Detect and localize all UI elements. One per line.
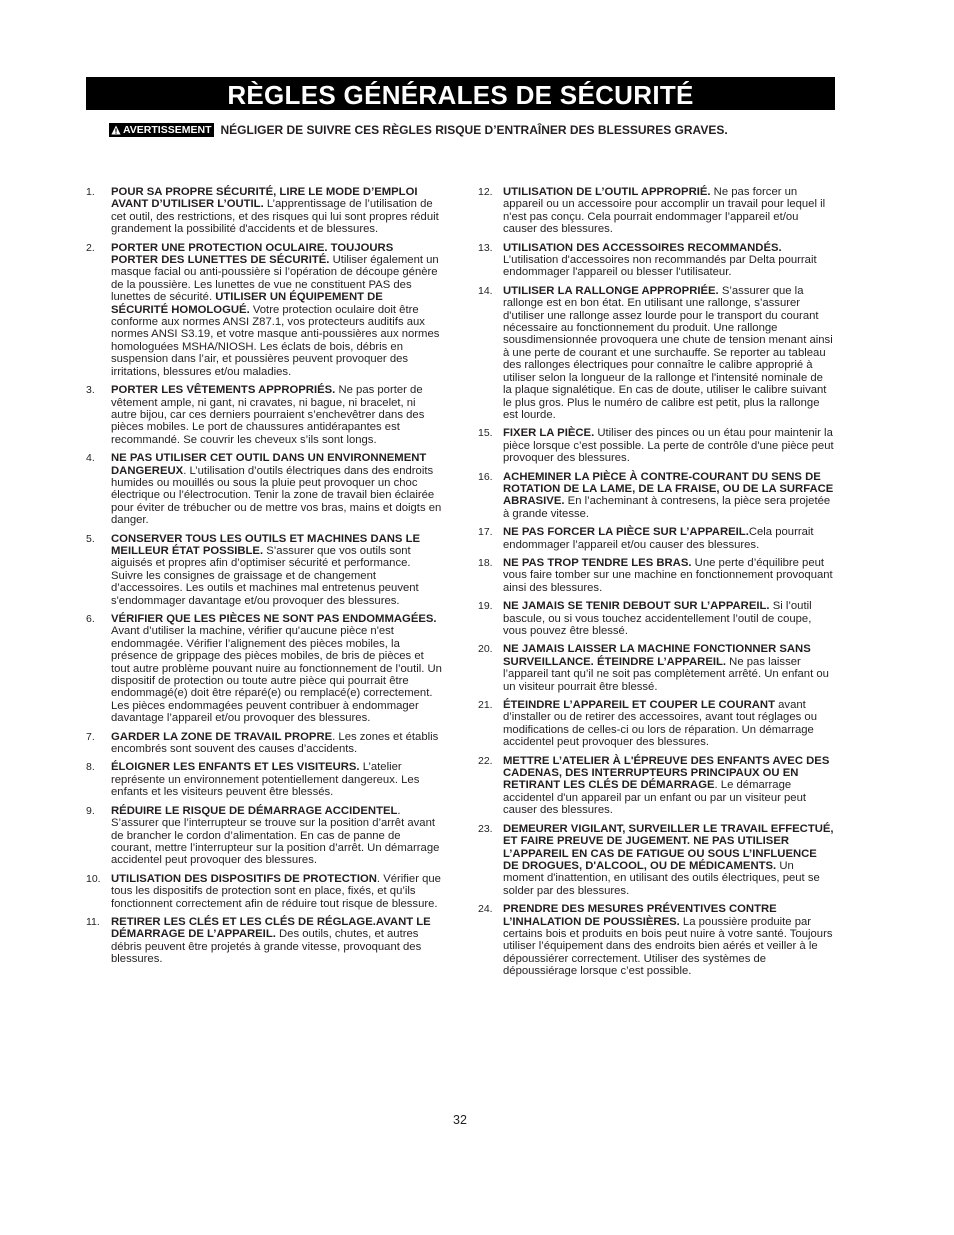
rule-number: 10. bbox=[86, 872, 101, 885]
rule-text bbox=[111, 916, 442, 966]
rule-text bbox=[111, 613, 442, 725]
rule-heading: ÉTEINDRE L’APPAREIL ET COUPER LE COURANT bbox=[503, 699, 775, 712]
rule-number: 7. bbox=[86, 730, 95, 743]
safety-rule-item bbox=[86, 452, 442, 526]
rule-body: La poussière produite par certains bois et produits en bois peut nuire à votre santé. Toujours utiliser l’équipement dans des endroits bien aérés et veiller à le dépoussiérer correctement. Utiliser des systèmes de dépoussiérage lorsque c’est possible. bbox=[503, 915, 833, 978]
rule-number: 16. bbox=[478, 470, 493, 483]
rule-number: 18. bbox=[478, 556, 493, 569]
safety-rule-item bbox=[478, 557, 834, 594]
safety-rule-item bbox=[478, 526, 834, 551]
safety-rule-item bbox=[478, 186, 834, 236]
rule-body: L’atelier représente un environnement potentiellement dangereux. Les enfants et les visiteurs peuvent être blessés. bbox=[111, 761, 420, 799]
safety-rule-item bbox=[478, 427, 834, 464]
rule-body: . Le démarrage accidentel d'un appareil par un enfant ou par un visiteur peut causer des blessures. bbox=[503, 779, 806, 817]
rule-heading: PRENDRE DES MESURES PRÉVENTIVES CONTRE L’INHALATION DE POUSSIÈRES. bbox=[503, 903, 777, 928]
rule-text bbox=[503, 526, 834, 551]
left-column bbox=[86, 186, 442, 972]
rule-body: En l’acheminant à contresens, la pièce sera projetée à grande vitesse. bbox=[503, 495, 831, 520]
rule-number: 1. bbox=[86, 186, 95, 198]
rule-text bbox=[111, 384, 442, 446]
rule-text bbox=[503, 186, 834, 236]
rule-heading: RÉDUIRE LE RISQUE DE DÉMARRAGE ACCIDENTEL bbox=[111, 804, 398, 817]
rule-body: Votre protection oculaire doit être conforme aux normes ANSI Z87.1, vos protecteurs auditifs aux normes ANSI S3.19, et votre masque anti-poussières aux normes homologuées MSHA/NIOSH. Les éclats de bois, débris en suspension dans l’air, et poussières peuvent provoquer des irritations, blessures et/ou maladies. bbox=[111, 303, 440, 378]
rule-body: Ne pas porter de vêtement ample, ni gant, ni cravates, ni bague, ni bracelet, ni autre bijou, car ces derniers pourraient s’enchevêtrer dans des pièces mobiles. Le port de chaussures antidérapantes est recommandé. Se couvrir les cheveux s’ils sont longs. bbox=[111, 384, 425, 446]
rule-body: . S’assurer que l’interrupteur se trouve sur la position d’arrêt avant de brancher le cordon d’alimentation. En cas de panne de courant, mettre l’interrupteur sur la position d’arrêt. Un démarrage accidentel peut provoquer des blessures. bbox=[111, 804, 440, 867]
rule-heading: ACHEMINER LA PIÈCE À CONTRE-COURANT DU SENS DE ROTATION DE LA LAME, DE LA FRAISE, OU DE LA SURFACE ABRASIVE. bbox=[503, 470, 834, 508]
safety-rule-item bbox=[478, 755, 834, 817]
safety-rule-item bbox=[86, 242, 442, 378]
rule-heading: NE PAS UTILISER CET OUTIL DANS UN ENVIRONNEMENT DANGEREUX bbox=[111, 452, 427, 477]
rule-text bbox=[111, 761, 442, 798]
rule-heading: VÉRIFIER QUE LES PIÈCES NE SONT PAS ENDOMMAGÉES. bbox=[111, 613, 437, 625]
title-bar bbox=[86, 77, 835, 110]
rule-body: Ne pas laisser l’appareil tant qu’il ne soit pas complètement arrêté. Un enfant ou un visiteur pourrait être blessé. bbox=[503, 655, 829, 693]
rule-heading: NE PAS TROP TENDRE LES BRAS. bbox=[503, 556, 692, 569]
rule-text bbox=[111, 731, 442, 756]
rule-body: L’utilisation d'accessoires non recommandés par Delta pourrait endommager l'appareil ou blesser l'utilisateur. bbox=[503, 254, 817, 279]
rule-text bbox=[503, 427, 834, 464]
rule-heading: POUR SA PROPRE SÉCURITÉ, LIRE LE MODE D’EMPLOI AVANT D’UTILISER L’OUTIL. bbox=[111, 186, 418, 211]
rule-number: 12. bbox=[478, 186, 493, 198]
rule-number: 24. bbox=[478, 903, 493, 916]
rule-heading: ÉLOIGNER LES ENFANTS ET LES VISITEURS. bbox=[111, 761, 360, 774]
rule-heading: NE JAMAIS LAISSER LA MACHINE FONCTIONNER SANS SURVEILLANCE. ÉTEINDRE L’APPAREIL. bbox=[503, 643, 811, 668]
rule-heading: AVANT LE DÉMARRAGE DE L’APPAREIL. bbox=[111, 915, 431, 941]
rule-number: 21. bbox=[478, 699, 493, 712]
rule-text bbox=[111, 533, 442, 607]
safety-rule-item bbox=[86, 873, 442, 910]
safety-rule-item bbox=[478, 699, 834, 749]
rule-text bbox=[503, 755, 834, 817]
rule-number: 23. bbox=[478, 822, 493, 835]
page-number: 32 bbox=[453, 1113, 467, 1127]
rule-heading: CONSERVER TOUS LES OUTILS ET MACHINES DANS LE MEILLEUR ÉTAT POSSIBLE. bbox=[111, 532, 421, 557]
rule-text bbox=[111, 805, 442, 867]
safety-rule-item bbox=[86, 613, 442, 725]
rule-number: 15. bbox=[478, 427, 493, 440]
rule-number: 5. bbox=[86, 532, 95, 545]
rule-text bbox=[503, 242, 834, 279]
rule-text bbox=[503, 285, 834, 421]
rule-body: S’assurer que la rallonge est en bon état. En utilisant une rallonge, s’assurer d'utiliser une rallonge assez lourde pour le transport du courant nécessaire au fonctionnement du produit. Une rallonge sousdimensionnée provoquera une chute de tension menant ainsi à une perte de courant et une surchauffe. Se reporter au tableau des rallonges électriques pour connaître le calibre approprié à utiliser selon la longueur de la rallonge et l'intensité nominale de la plaque signalétique. En cas de doute, utiliser le calibre suivant le plus gros. Plus le numéro de calibre est petit, plus la rallonge est lourde. bbox=[503, 284, 833, 421]
warning-triangle-icon bbox=[111, 125, 121, 135]
warning-text: NÉGLIGER DE SUIVRE CES RÈGLES RISQUE D’ENTRAÎNER DES BLESSURES GRAVES. bbox=[220, 123, 728, 137]
rule-heading: NE PAS FORCER LA PIÈCE SUR L’APPAREIL. bbox=[503, 526, 749, 539]
rule-body: Ne pas forcer un appareil ou un accessoire pour accomplir un travail pour lequel il n'est pas conçu. Cela pourrait endommager l’appareil et/ou causer des blessures. bbox=[503, 186, 826, 236]
rule-number: 13. bbox=[478, 241, 493, 254]
rule-text bbox=[503, 600, 834, 637]
rule-heading: UTILISATION DES ACCESSOIRES RECOMMANDÉS. bbox=[503, 241, 782, 254]
rule-number: 17. bbox=[478, 526, 493, 539]
safety-rule-item bbox=[86, 761, 442, 798]
safety-rule-item bbox=[86, 384, 442, 446]
safety-rule-item bbox=[478, 643, 834, 693]
rule-heading: NE JAMAIS SE TENIR DEBOUT SUR L’APPAREIL. bbox=[503, 600, 770, 613]
rule-text bbox=[111, 873, 442, 910]
safety-rule-item bbox=[478, 823, 834, 897]
rule-body: Des outils, chutes, et autres débris peuvent être projetés à grande vitesse, provoquant des blessures. bbox=[111, 928, 422, 966]
rule-body: . L’utilisation d’outils électriques dans des endroits humides ou mouillés ou sous la pluie peut provoquer un choc électrique ou l’électrocution. Tenir la zone de travail bien éclairée pour éviter de trébucher ou de mettre vos bras, mains et doigts en danger. bbox=[111, 464, 442, 527]
rule-text bbox=[503, 823, 834, 897]
rule-number: 11. bbox=[86, 915, 100, 928]
rule-number: 2. bbox=[86, 241, 95, 254]
rule-body: Avant d’utiliser la machine, vérifier qu'aucune pièce n'est endommagée. Vérifier l’alignement des pièces mobiles, la présence de grippage des pièces mobiles, de bris de pièces et tout autre problème pouvant nuire au fonctionnement de l’outil. Un dispositif de protection ou toute autre pièce qui pourrait être endommagé(e) doit être réparé(e) ou remplacé(e) correctement. Les pièces endommagées peuvent contribuer à endommager davantage l’appareil et/ou provoquer des blessures. bbox=[111, 625, 442, 725]
safety-rule-item bbox=[478, 242, 834, 279]
rule-body: Utiliser des pinces ou un étau pour maintenir la pièce lorsque c’est possible. La perte de contrôle d'une pièce peut provoquer des blessures. bbox=[503, 427, 834, 465]
rule-heading: UTILISER LA RALLONGE APPROPRIÉE. bbox=[503, 284, 719, 297]
rule-number: 22. bbox=[478, 754, 493, 767]
page-title: RÈGLES GÉNÉRALES DE SÉCURITÉ bbox=[227, 80, 694, 110]
rule-heading: UTILISER UN ÉQUIPEMENT DE SÉCURITÉ HOMOLOGUÉ. bbox=[111, 291, 383, 316]
rule-heading: METTRE L’ATELIER À L'ÉPREUVE DES ENFANTS AVEC DES CADENAS, DES INTERRUPTEURS PRINCIPAUX OU EN RETIRANT LES CLÉS DE DÉMARRAGE bbox=[503, 754, 830, 792]
rule-heading: UTILISATION DE L’OUTIL APPROPRIÉ. bbox=[503, 186, 711, 198]
rule-heading: FIXER LA PIÈCE. bbox=[503, 427, 595, 440]
rule-heading: GARDER LA ZONE DE TRAVAIL PROPRE bbox=[111, 730, 333, 743]
safety-rule-item bbox=[478, 600, 834, 637]
warning-badge-label: AVERTISSEMENT bbox=[123, 124, 212, 136]
rule-heading: DEMEURER VIGILANT, SURVEILLER LE TRAVAIL EFFECTUÉ, ET FAIRE PREUVE DE JUGEMENT. NE PAS UTILISER L’APPAREIL EN CAS DE FATIGUE OU SOUS L’INFLUENCE DE DROGUES, D'ALCOOL, OU DE MÉDICAMENTS. bbox=[503, 822, 834, 872]
rule-body: avant d’installer ou de retirer des accessoires, avant tout réglages ou modifications de celles-ci ou lors de réparation. Un démarrage accidentel peut provoquer des blessures. bbox=[503, 699, 817, 749]
warning-banner bbox=[109, 120, 839, 140]
safety-rule-item bbox=[478, 285, 834, 421]
rule-text bbox=[111, 186, 442, 236]
rule-body: S’assurer que vos outils sont aiguisés et propres afin d’optimiser sécurité et performance. Suivre les consignes de graissage et de changement d’accessoires. Les outils et machines mal entretenus peuvent s'endommager davantage et/ou provoquer des blessures. bbox=[111, 544, 419, 607]
rule-number: 6. bbox=[86, 613, 95, 625]
right-column bbox=[478, 186, 834, 984]
safety-rule-item bbox=[478, 471, 834, 521]
rule-body: Un moment d'inattention, en utilisant des outils électriques, peut se solder par des blessures. bbox=[503, 859, 820, 897]
rule-heading: UTILISATION DES DISPOSITIFS DE PROTECTION bbox=[111, 872, 377, 885]
safety-rule-item bbox=[86, 916, 442, 966]
rule-text bbox=[503, 471, 834, 521]
rule-number: 19. bbox=[478, 600, 493, 613]
safety-rule-item bbox=[86, 731, 442, 756]
rule-heading: PORTER LES VÊTEMENTS APPROPRIÉS. bbox=[111, 384, 336, 397]
rule-body: . Vérifier que tous les dispositifs de protection sont en place, fixés, et qu’ils fonctionnent correctement afin de réduire tout risque de blessure. bbox=[111, 872, 441, 910]
rule-text bbox=[503, 903, 834, 977]
rule-heading: RETIRER LES CLÉS ET LES CLÉS DE RÉGLAGE. bbox=[111, 915, 376, 928]
rule-number: 4. bbox=[86, 452, 95, 465]
rule-number: 14. bbox=[478, 284, 493, 297]
rule-body: Cela pourrait endommager l’appareil et/ou causer des blessures. bbox=[503, 526, 814, 551]
rule-number: 9. bbox=[86, 804, 95, 817]
rule-number: 20. bbox=[478, 643, 493, 656]
safety-rule-item bbox=[86, 533, 442, 607]
rule-number: 3. bbox=[86, 384, 95, 397]
rule-body: Utiliser également un masque facial ou anti-poussière si l’opération de découpe génère de la poussière. Les lunettes de vue ne constituent PAS des lunettes de sécurité. bbox=[111, 254, 439, 304]
safety-rule-item bbox=[478, 903, 834, 977]
safety-rule-item bbox=[86, 186, 442, 236]
rule-body: Une perte d’équilibre peut vous faire tomber sur une machine en fonctionnement provoquant ainsi des blessures. bbox=[503, 556, 833, 594]
rule-body: Si l’outil bascule, ou si vous touchez accidentellement l’outil de coupe, vous pouvez être blessé. bbox=[503, 600, 812, 637]
rule-body: . Les zones et établis encombrés sont souvent des causes d’accidents. bbox=[111, 730, 439, 756]
rule-text bbox=[111, 452, 442, 526]
safety-rule-item bbox=[86, 805, 442, 867]
warning-badge bbox=[109, 123, 214, 137]
rule-text bbox=[503, 699, 834, 749]
rule-text bbox=[503, 643, 834, 693]
rule-heading: PORTER UNE PROTECTION OCULAIRE. TOUJOURS PORTER DES LUNETTES DE SÉCURITÉ. bbox=[111, 241, 394, 267]
rule-body: L’apprentissage de l’utilisation de cet outil, des restrictions, et des risques qui lui sont propres réduit grandement la possibilité d'accidents et de blessures. bbox=[111, 198, 439, 236]
rule-number: 8. bbox=[86, 761, 95, 774]
rule-text bbox=[111, 242, 442, 378]
rule-text bbox=[503, 557, 834, 594]
